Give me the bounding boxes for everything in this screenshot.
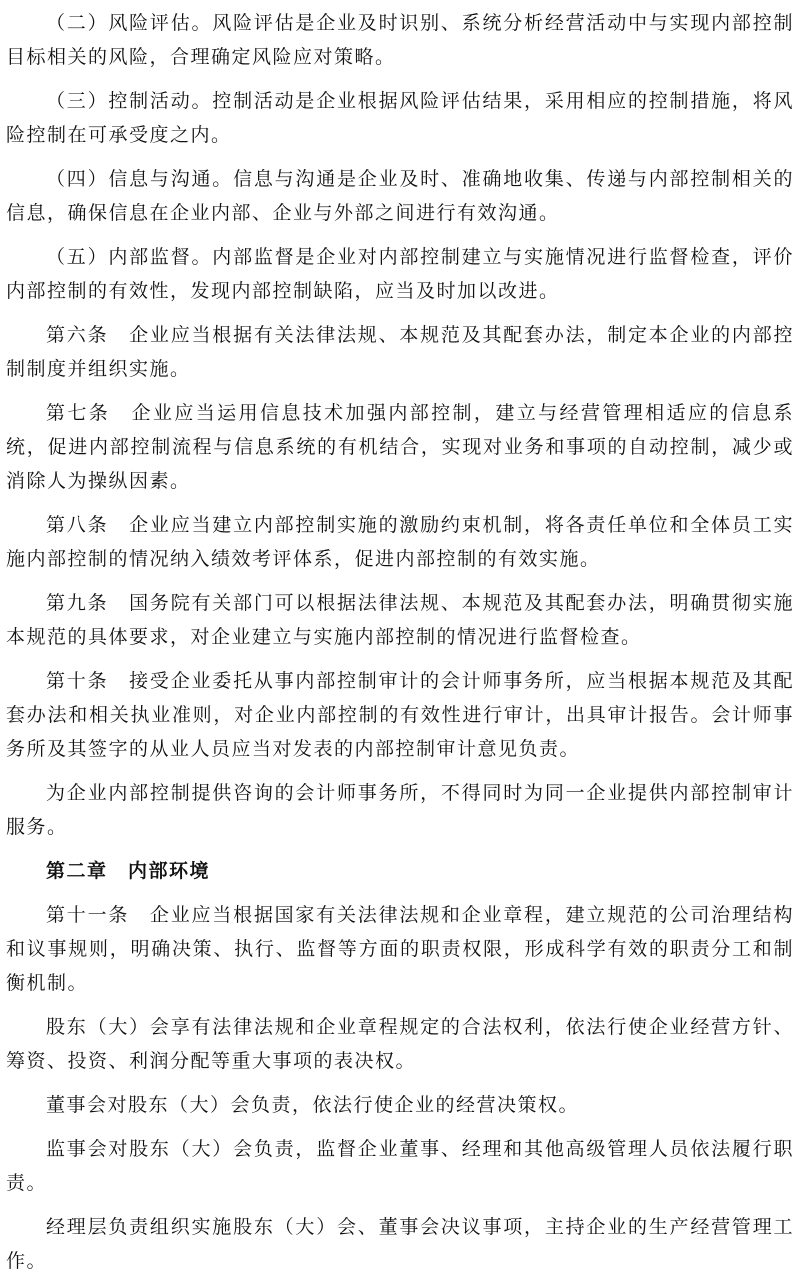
article-10: 第十条 接受企业委托从事内部控制审计的会计师事务所，应当根据本规范及其配套办法和相关执业准则，对企业内部控制的有效性进行审计，出具审计报告。会计师事务所及其签字的从业人员应当对发表的内部控制审计意见负责。: [6, 670, 794, 760]
chapter-heading: 第二章 内部环境: [46, 860, 211, 882]
paragraph-control-activities: （三）控制活动。控制活动是企业根据风险评估结果，采用相应的控制措施，将风险控制在可承受度之内。: [6, 90, 794, 146]
article-11: 第十一条 企业应当根据国家有关法律法规和企业章程，建立规范的公司治理结构和议事规则，明确决策、执行、监督等方面的职责权限，形成科学有效的职责分工和制衡机制。: [6, 904, 794, 994]
paragraph-shareholders: 股东（大）会享有法律法规和企业章程规定的合法权利，依法行使企业经营方针、筹资、投资、利润分配等重大事项的表决权。: [6, 1016, 794, 1072]
paragraph-information-communication: （四）信息与沟通。信息与沟通是企业及时、准确地收集、传递与内部控制相关的信息，确保信息在企业内部、企业与外部之间进行有效沟通。: [6, 168, 794, 224]
paragraph-internal-supervision: （五）内部监督。内部监督是企业对内部控制建立与实施情况进行监督检查，评价内部控制的有效性，发现内部控制缺陷，应当及时加以改进。: [6, 246, 794, 302]
article-7: 第七条 企业应当运用信息技术加强内部控制，建立与经营管理相适应的信息系统，促进内部控制流程与信息系统的有机结合，实现对业务和事项的自动控制，减少或消除人为操纵因素。: [6, 402, 794, 492]
article-8: 第八条 企业应当建立内部控制实施的激励约束机制，将各责任单位和全体员工实施内部控制的情况纳入绩效考评体系，促进内部控制的有效实施。: [6, 514, 794, 570]
paragraph-risk-assessment: （二）风险评估。风险评估是企业及时识别、系统分析经营活动中与实现内部控制目标相关的风险，合理确定风险应对策略。: [6, 12, 794, 68]
article-6: 第六条 企业应当根据有关法律法规、本规范及其配套办法，制定本企业的内部控制制度并组织实施。: [6, 324, 794, 380]
article-9: 第九条 国务院有关部门可以根据法律法规、本规范及其配套办法，明确贯彻实施本规范的具体要求，对企业建立与实施内部控制的情况进行监督检查。: [6, 592, 794, 648]
paragraph-board-of-directors: 董事会对股东（大）会负责，依法行使企业的经营决策权。: [46, 1094, 580, 1116]
article-10-continuation: 为企业内部控制提供咨询的会计师事务所，不得同时为同一企业提供内部控制审计服务。: [6, 782, 794, 838]
paragraph-board-of-supervisors: 监事会对股东（大）会负责，监督企业董事、经理和其他高级管理人员依法履行职责。: [6, 1138, 794, 1194]
paragraph-management: 经理层负责组织实施股东（大）会、董事会决议事项，主持企业的生产经营管理工作。: [6, 1216, 794, 1272]
